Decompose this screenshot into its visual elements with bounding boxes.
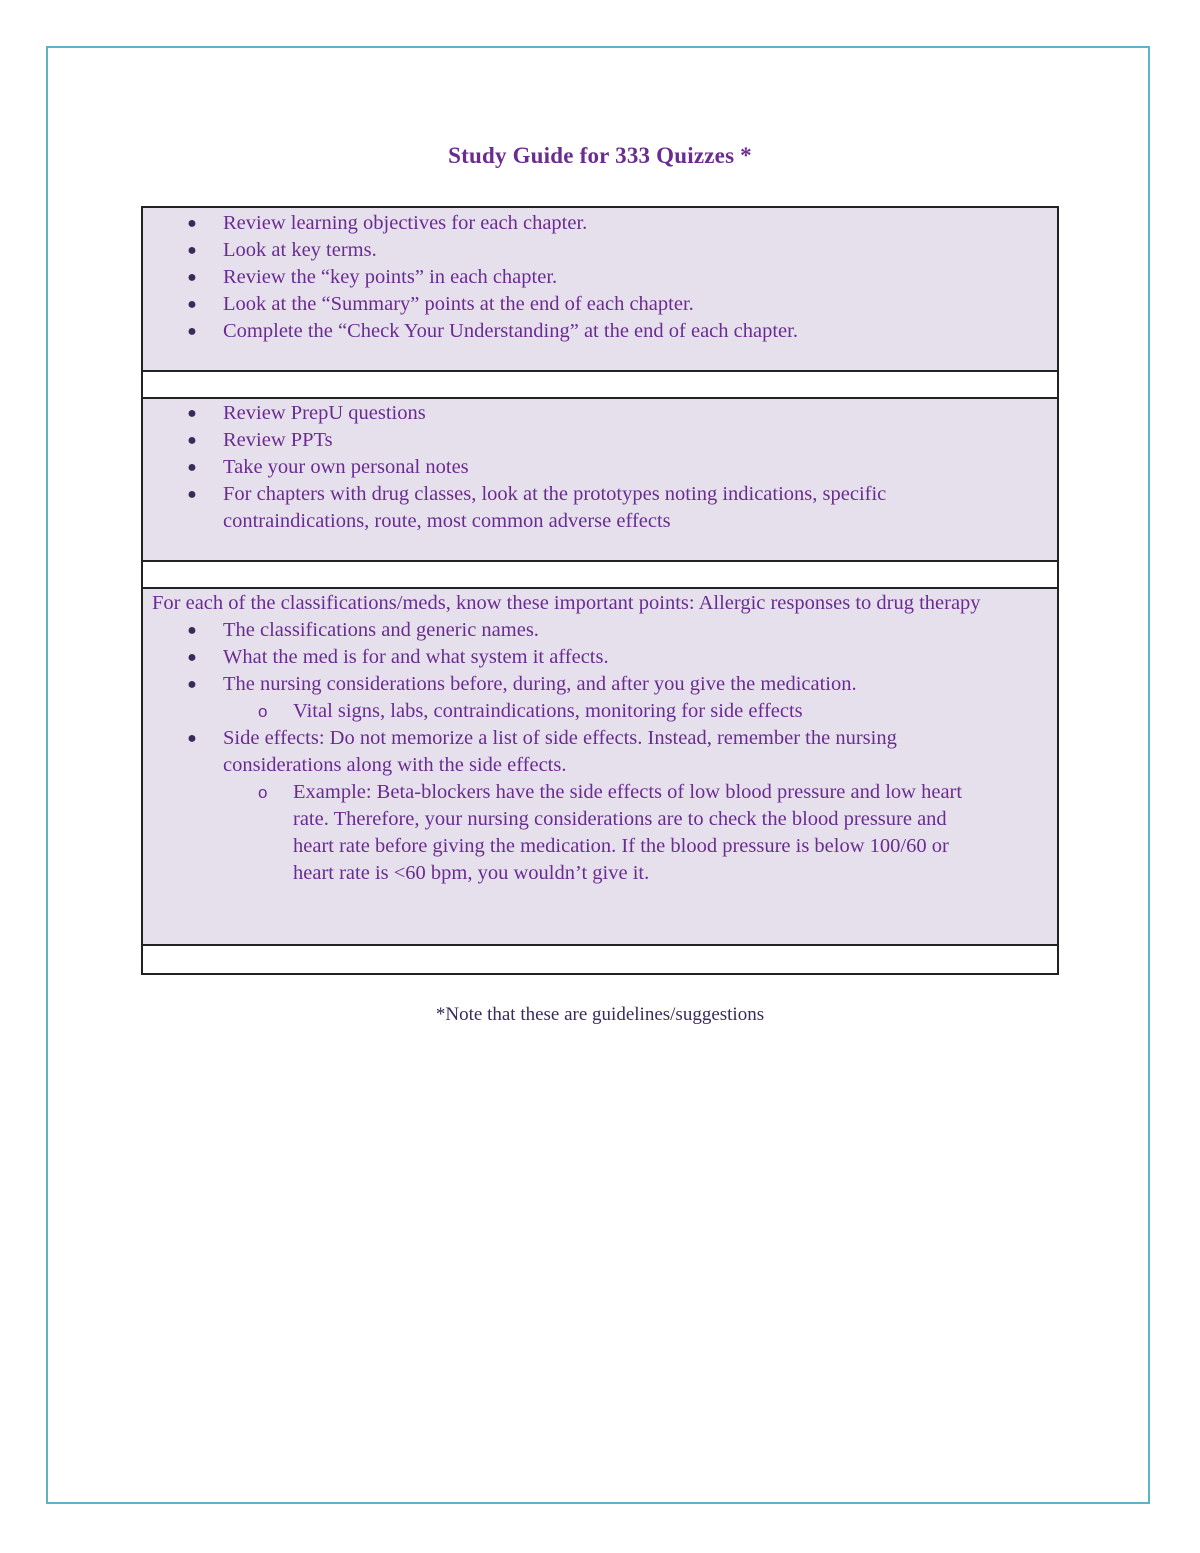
section-intro: For each of the classifications/meds, know these important points: Allergic responses to drug therapy — [152, 592, 981, 614]
bullet-icon: ● — [187, 296, 197, 313]
list-item: ● Review learning objectives for each chapter. — [143, 210, 1057, 237]
sub-bullet-list — [223, 779, 1017, 887]
list-item: ● For chapters with drug classes, look at the prototypes noting indications, specific contraindications, route, most common adverse effects — [187, 483, 887, 532]
list-item: ● Review the “key points” in each chapter. — [143, 264, 1057, 291]
section-medications — [143, 589, 1057, 946]
bullet-list — [143, 210, 1057, 345]
footnote: *Note that these are guidelines/suggestions — [435, 1004, 765, 1025]
bullet-icon: ● — [187, 649, 197, 666]
bullet-icon: ● — [187, 405, 197, 422]
bullet-icon: ● — [187, 486, 197, 503]
bullet-list — [143, 617, 1057, 887]
bullet-icon: ● — [187, 215, 197, 232]
blank-row — [143, 946, 1057, 973]
bullet-icon: ● — [187, 459, 197, 476]
sub-bullet-list — [223, 698, 1017, 725]
bullet-icon: ● — [187, 323, 197, 340]
list-item: ● Review PPTs — [143, 427, 1057, 454]
list-item: ● What the med is for and what system it affects. — [143, 644, 1057, 671]
bullet-icon: ● — [187, 242, 197, 259]
bullet-icon: ● — [187, 622, 197, 639]
sub-list-item: o Example: Beta-blockers have the side effects of low blood pressure and low heart rate. Therefore, your nursing considerations are to check the blood pressure and heart rate before giving the medication. If the blood pressure is below 100/60 or heart rate is <60 bpm, you wouldn’t give it. — [258, 781, 963, 884]
list-item: ● Review PrepU questions — [143, 400, 1057, 427]
blank-row — [143, 562, 1057, 589]
bullet-icon: ● — [187, 730, 197, 747]
list-item: ● Look at key terms. — [143, 237, 1057, 264]
list-item: ● Side effects: Do not memorize a list of side effects. Instead, remember the nursing considerations along with the side effects. o Example: Beta-blockers have the side effects of low blood pressure and low heart rate. Therefore, your nursing considerations are to check the blood pressure and heart rate before giving the medication. If the blood pressure is below 100/60 or heart rate is <60 bpm, you wouldn’t give it. — [143, 725, 1057, 887]
bullet-icon: ● — [187, 432, 197, 449]
list-item: ● The classifications and generic names. — [143, 617, 1057, 644]
sub-list-item: o Vital signs, labs, contraindications, monitoring for side effects — [223, 698, 1017, 725]
circle-bullet-icon: o — [258, 783, 268, 802]
document-title: Study Guide for 333 Quizzes * — [448, 143, 752, 168]
list-item: ● The nursing considerations before, during, and after you give the medication. o Vital signs, labs, contraindications, monitoring for side effects — [143, 671, 1057, 725]
section-chapter-review — [143, 208, 1057, 372]
list-item: ● Look at the “Summary” points at the end of each chapter. — [143, 291, 1057, 318]
bullet-icon: ● — [187, 676, 197, 693]
list-item: ● Complete the “Check Your Understanding” at the end of each chapter. — [143, 318, 1057, 345]
section-resources — [143, 399, 1057, 562]
blank-row — [143, 372, 1057, 399]
study-guide-table — [141, 206, 1059, 975]
bullet-list — [143, 400, 1057, 535]
circle-bullet-icon: o — [258, 702, 268, 721]
list-item: ● Take your own personal notes — [143, 454, 1057, 481]
bullet-icon: ● — [187, 269, 197, 286]
